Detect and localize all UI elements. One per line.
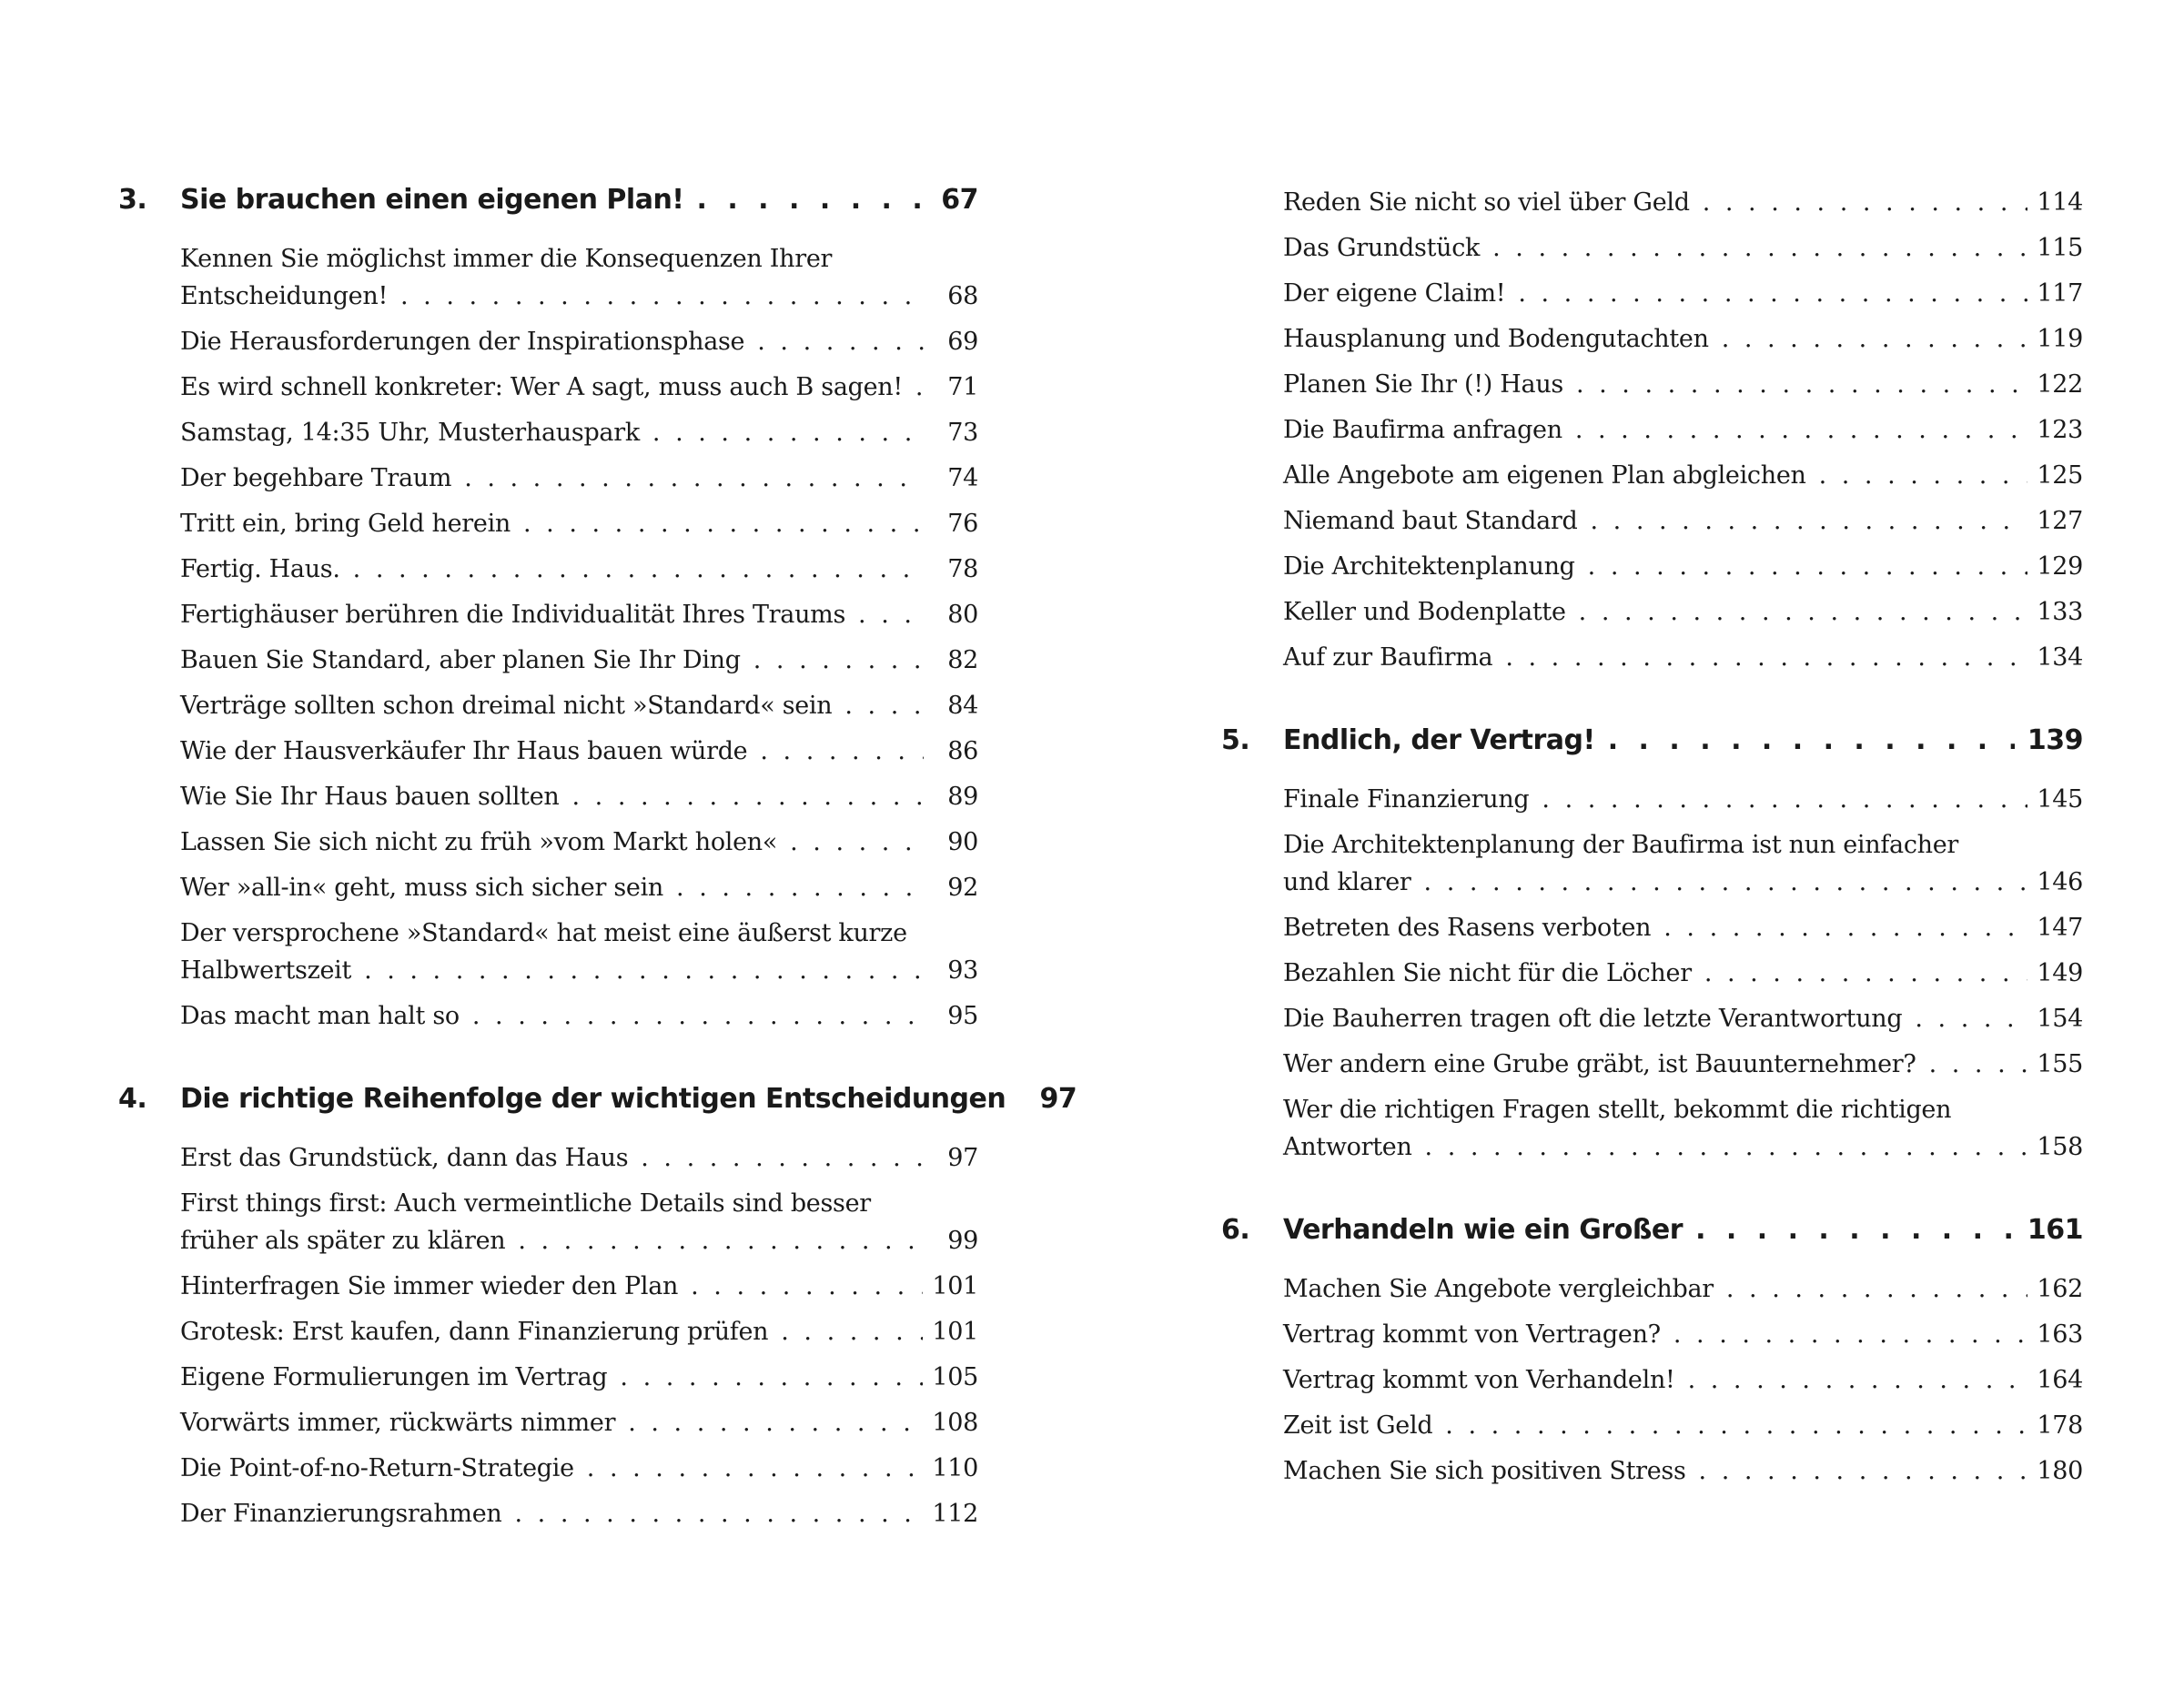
- toc-entry-page-number: 71: [947, 373, 978, 401]
- toc-entry: [180, 1185, 978, 1259]
- toc-entry-list: [1283, 781, 2083, 1166]
- toc-entry-row: [1283, 457, 2083, 494]
- toc-entry-page-number: 101: [932, 1318, 978, 1346]
- toc-entry-row: [1283, 1316, 2083, 1353]
- chapter-heading: [118, 184, 978, 238]
- dot-leader: [1505, 639, 2027, 676]
- dot-leader: [400, 278, 924, 315]
- toc-entry-page-number: 68: [947, 282, 978, 310]
- toc-entry-row: [1283, 1361, 2083, 1399]
- toc-entry-title: Die Herausforderungen der Inspirationsphase: [180, 328, 745, 356]
- toc-entry-row: [180, 1313, 978, 1350]
- toc-entry-page-number: 90: [947, 828, 978, 856]
- dot-leader: [1704, 955, 2028, 992]
- chapter-page-number: 139: [2027, 724, 2083, 756]
- toc-entry-page-number: 73: [947, 419, 978, 447]
- toc-entry-title: Lassen Sie sich nicht zu früh »vom Markt holen«: [180, 828, 778, 856]
- dot-leader: [1579, 593, 2028, 631]
- toc-entry-title-line: Kennen Sie möglichst immer die Konsequenzen Ihrer: [180, 245, 833, 273]
- toc-entry: [1283, 781, 2083, 818]
- chapter-page-number: 97: [1039, 1083, 1077, 1115]
- dot-leader: [464, 460, 924, 497]
- dot-leader: [1688, 1361, 2028, 1399]
- toc-entry-list: [1283, 184, 2083, 676]
- dot-leader: [1575, 411, 2028, 449]
- toc-entry-row: [1283, 411, 2083, 449]
- toc-entry-row: [1283, 909, 2083, 946]
- toc-entry-row: [180, 460, 978, 497]
- toc-entry-title: Der Finanzierungsrahmen: [180, 1500, 502, 1528]
- dot-leader: [572, 778, 924, 815]
- toc-entry-row: [1283, 1046, 2083, 1083]
- toc-entry-title: Halbwertszeit: [180, 956, 352, 985]
- toc-entry-page-number: 117: [2037, 279, 2083, 308]
- chapter-heading: [1221, 724, 2083, 779]
- toc-entry-title: Vorwärts immer, rückwärts nimmer: [180, 1409, 616, 1437]
- dot-leader: [1608, 724, 2015, 756]
- toc-entry: [180, 1139, 978, 1177]
- toc-entry-title-line: Die Architektenplanung der Baufirma ist nun einfacher: [1283, 831, 1959, 859]
- toc-entry-page-number: 127: [2037, 507, 2083, 535]
- toc-entry-row: [180, 997, 978, 1035]
- toc-entry-list: [180, 1139, 978, 1532]
- toc-entry-page-number: 93: [947, 956, 978, 985]
- toc-entry-row: [180, 1495, 978, 1532]
- dot-leader: [1663, 909, 2027, 946]
- chapter-page-number: 161: [2027, 1214, 2083, 1246]
- toc-entry-page-number: 158: [2037, 1133, 2083, 1161]
- toc-entry: [180, 1313, 978, 1350]
- dot-leader: [790, 824, 924, 861]
- toc-entry-row: [1283, 320, 2083, 358]
- dot-leader: [641, 1139, 924, 1177]
- dot-leader: [620, 1359, 923, 1396]
- toc-entry-row: [180, 952, 978, 989]
- dot-leader: [760, 733, 924, 770]
- toc-entry-row: [180, 733, 978, 770]
- dot-leader: [1673, 1316, 2028, 1353]
- toc-entry-page-number: 125: [2037, 461, 2083, 490]
- toc-entry-page-number: 133: [2037, 598, 2083, 626]
- toc-entry-row: [180, 1450, 978, 1487]
- toc-entry-row: [1283, 639, 2083, 676]
- toc-entry: [180, 240, 978, 315]
- toc-entry: [1283, 1407, 2083, 1444]
- toc-entry-row: [180, 323, 978, 360]
- toc-entry-title: Wer »all-in« geht, muss sich sicher sein: [180, 874, 664, 902]
- toc-entry-page-number: 105: [932, 1363, 978, 1391]
- toc-entry-title: Die Bauherren tragen oft die letzte Verantwortung: [1283, 1005, 1903, 1033]
- toc-entry-page-number: 99: [947, 1227, 978, 1255]
- dot-leader: [587, 1450, 924, 1487]
- chapter-heading: [118, 1083, 1077, 1138]
- dot-leader: [1722, 320, 2028, 358]
- toc-entry-page-number: 89: [947, 783, 978, 811]
- section-spacer: [1221, 1174, 2083, 1214]
- toc-entry: [180, 1495, 978, 1532]
- toc-entry: [1283, 275, 2083, 312]
- dot-leader: [676, 869, 924, 906]
- toc-entry-title: und klarer: [1283, 868, 1411, 896]
- toc-entry-page-number: 84: [947, 692, 978, 720]
- toc-entry-title: Eigene Formulierungen im Vertrag: [180, 1363, 608, 1391]
- toc-entry-page-number: 86: [947, 737, 978, 765]
- toc-entry-page-number: 134: [2037, 643, 2083, 672]
- toc-entry-row: [180, 1222, 978, 1259]
- toc-entry-title: Auf zur Baufirma: [1283, 643, 1493, 672]
- toc-entry-page-number: 82: [947, 646, 978, 674]
- toc-entry-page-number: 110: [932, 1454, 978, 1482]
- toc-entry-page-number: 180: [2037, 1457, 2083, 1485]
- toc-entry-row: [1283, 229, 2083, 267]
- toc-entry-page-number: 92: [947, 874, 978, 902]
- chapter-title: Sie brauchen einen eigenen Plan!: [180, 184, 684, 216]
- toc-entry: [180, 642, 978, 679]
- toc-entry-title: früher als später zu klären: [180, 1227, 506, 1255]
- dot-leader: [1542, 781, 2027, 818]
- toc-entry-row: [180, 505, 978, 542]
- toc-entry-title: Fertig. Haus.: [180, 555, 340, 583]
- toc-entry-row: [180, 278, 978, 315]
- toc-entry: [1283, 1361, 2083, 1399]
- toc-entry-row: [180, 369, 978, 406]
- toc-entry-title: Wer andern eine Grube gräbt, ist Bauunternehmer?: [1283, 1050, 1916, 1078]
- toc-entry-page-number: 149: [2037, 959, 2083, 987]
- toc-entry: [180, 687, 978, 724]
- toc-entry: [180, 596, 978, 633]
- toc-entry-page-number: 155: [2037, 1050, 2083, 1078]
- toc-entry-row: [180, 1404, 978, 1441]
- toc-entry-row: [1283, 1270, 2083, 1308]
- dot-leader: [523, 505, 924, 542]
- toc-entry: [1283, 502, 2083, 540]
- toc-entry: [1283, 229, 2083, 267]
- toc-entry-row: [180, 687, 978, 724]
- dot-leader: [1424, 864, 2028, 901]
- toc-entry-row: [1283, 184, 2083, 221]
- toc-entry-title: Hausplanung und Bodengutachten: [1283, 325, 1709, 353]
- toc-entry-page-number: 69: [947, 328, 978, 356]
- toc-entry-title: Hinterfragen Sie immer wieder den Plan: [180, 1272, 679, 1300]
- toc-entry: [180, 323, 978, 360]
- toc-entry-page-number: 119: [2037, 325, 2083, 353]
- toc-entry-page-number: 145: [2037, 785, 2083, 814]
- dot-leader: [518, 1222, 924, 1259]
- dot-leader: [353, 551, 924, 588]
- toc-entry-title: Das macht man halt so: [180, 1002, 460, 1030]
- toc-entry: [1283, 1000, 2083, 1037]
- chapter-page-number: 67: [941, 184, 978, 216]
- toc-entry: [1283, 826, 2083, 901]
- toc-entry: [180, 414, 978, 451]
- toc-entry-row: [180, 642, 978, 679]
- toc-entry-row: [1283, 864, 2083, 901]
- toc-entry-row: [180, 1139, 978, 1177]
- dot-leader: [1915, 1000, 2027, 1037]
- toc-entry-title: Das Grundstück: [1283, 234, 1481, 262]
- toc-entry-page-number: 80: [947, 601, 978, 629]
- toc-entry-page-number: 74: [947, 464, 978, 492]
- toc-entry-page-number: 76: [947, 510, 978, 538]
- toc-entry-row: [180, 414, 978, 451]
- toc-entry-page-number: 95: [947, 1002, 978, 1030]
- dot-leader: [697, 184, 921, 216]
- toc-entry: [180, 733, 978, 770]
- toc-entry: [1283, 1046, 2083, 1083]
- toc-entry-title: Betreten des Rasens verboten: [1283, 914, 1652, 942]
- toc-entry: [180, 1404, 978, 1441]
- toc-entry-page-number: 114: [2037, 188, 2083, 217]
- toc-entry-row: [180, 551, 978, 588]
- toc-entry-page-number: 108: [932, 1409, 978, 1437]
- toc-entry: [1283, 1316, 2083, 1353]
- toc-entry: [180, 1450, 978, 1487]
- toc-entry-page-number: 146: [2037, 868, 2083, 896]
- dot-leader: [915, 369, 924, 406]
- dot-leader: [472, 997, 924, 1035]
- chapter-title: Verhandeln wie ein Großer: [1283, 1214, 1684, 1246]
- toc-entry: [180, 369, 978, 406]
- toc-entry-row: [180, 1359, 978, 1396]
- toc-entry: [1283, 411, 2083, 449]
- toc-entry-page-number: 164: [2037, 1366, 2083, 1394]
- dot-leader: [1699, 1452, 2028, 1490]
- toc-entry-row: [180, 596, 978, 633]
- dot-leader: [757, 323, 924, 360]
- toc-entry: [180, 915, 978, 989]
- toc-entry-page-number: 78: [947, 555, 978, 583]
- toc-entry-title: Erst das Grundstück, dann das Haus: [180, 1144, 629, 1172]
- dot-leader: [844, 687, 924, 724]
- toc-entry-title: Bauen Sie Standard, aber planen Sie Ihr Ding: [180, 646, 741, 674]
- toc-entry-title: Alle Angebote am eigenen Plan abgleichen: [1283, 461, 1806, 490]
- toc-entry-title-line: First things first: Auch vermeintliche Details sind besser: [180, 1189, 871, 1218]
- toc-entry-title: Reden Sie nicht so viel über Geld: [1283, 188, 1690, 217]
- toc-entry: [180, 997, 978, 1035]
- toc-entry-row: [1283, 1452, 2083, 1490]
- toc-entry: [180, 869, 978, 906]
- toc-entry-row: [1283, 1407, 2083, 1444]
- dot-leader: [691, 1268, 923, 1305]
- toc-entry-page-number: 97: [947, 1144, 978, 1172]
- toc-entry-title: Niemand baut Standard: [1283, 507, 1578, 535]
- dot-leader: [515, 1495, 924, 1532]
- toc-entry-title: Der begehbare Traum: [180, 464, 452, 492]
- toc-entry-title: Planen Sie Ihr (!) Haus: [1283, 370, 1563, 399]
- toc-entry-page-number: 122: [2037, 370, 2083, 399]
- toc-entry-page-number: 129: [2037, 552, 2083, 581]
- dot-leader: [1695, 1214, 2015, 1246]
- toc-entry-title: Bezahlen Sie nicht für die Löcher: [1283, 959, 1692, 987]
- chapter-number: 5.: [1221, 724, 1250, 756]
- toc-entry: [180, 505, 978, 542]
- toc-entry-title: Verträge sollten schon dreimal nicht »Standard« sein: [180, 692, 833, 720]
- chapter-heading: [1221, 1214, 2083, 1269]
- toc-entry-title: Die Baufirma anfragen: [1283, 416, 1562, 444]
- toc-entry-title: Keller und Bodenplatte: [1283, 598, 1566, 626]
- toc-entry-page-number: 163: [2037, 1320, 2083, 1349]
- toc-entry-row: [1283, 955, 2083, 992]
- toc-entry-title: Antworten: [1283, 1133, 1412, 1161]
- dot-leader: [364, 952, 924, 989]
- dot-leader: [753, 642, 924, 679]
- dot-leader: [1445, 1407, 2027, 1444]
- toc-entry-title: Wie Sie Ihr Haus bauen sollten: [180, 783, 560, 811]
- toc-entry-title: Vertrag kommt von Verhandeln!: [1283, 1366, 1675, 1394]
- toc-entry-list: [180, 240, 978, 1035]
- toc-entry: [180, 1359, 978, 1396]
- toc-entry-title: Es wird schnell konkreter: Wer A sagt, muss auch B sagen!: [180, 373, 903, 401]
- toc-entry-title: Samstag, 14:35 Uhr, Musterhauspark: [180, 419, 640, 447]
- toc-entry: [1283, 1091, 2083, 1166]
- toc-entry-title-line: Wer die richtigen Fragen stellt, bekommt die richtigen: [1283, 1096, 1952, 1124]
- toc-entry-page-number: 147: [2037, 914, 2083, 942]
- dot-leader: [1703, 184, 2028, 221]
- toc-entry: [1283, 366, 2083, 403]
- toc-entry: [180, 551, 978, 588]
- toc-entry: [1283, 1452, 2083, 1490]
- chapter-title: Endlich, der Vertrag!: [1283, 724, 1595, 756]
- dot-leader: [1591, 502, 2028, 540]
- toc-entry: [1283, 955, 2083, 992]
- toc-entry-row: [1283, 781, 2083, 818]
- toc-entry-title: Der eigene Claim!: [1283, 279, 1506, 308]
- toc-entry-title: Fertighäuser berühren die Individualität Ihres Traums: [180, 601, 846, 629]
- chapter-number: 3.: [118, 184, 147, 216]
- dot-leader: [1588, 548, 2028, 585]
- toc-entry-title: Tritt ein, bring Geld herein: [180, 510, 511, 538]
- toc-entry-row: [1283, 548, 2083, 585]
- toc-entry-title: Machen Sie sich positiven Stress: [1283, 1457, 1686, 1485]
- toc-entry-page-number: 162: [2037, 1275, 2083, 1303]
- toc-entry-title: Die Architektenplanung: [1283, 552, 1575, 581]
- toc-entry: [180, 460, 978, 497]
- toc-entry-page-number: 112: [932, 1500, 978, 1528]
- toc-entry-row: [1283, 593, 2083, 631]
- toc-entry-title: Grotesk: Erst kaufen, dann Finanzierung prüfen: [180, 1318, 769, 1346]
- toc-entry-list: [1283, 1270, 2083, 1490]
- toc-entry-title: Machen Sie Angebote vergleichbar: [1283, 1275, 1714, 1303]
- dot-leader: [1576, 366, 2027, 403]
- toc-entry-row: [180, 869, 978, 906]
- dot-leader: [628, 1404, 923, 1441]
- dot-leader: [1425, 1128, 2028, 1166]
- toc-entry-title: Vertrag kommt von Vertragen?: [1283, 1320, 1661, 1349]
- dot-leader: [1929, 1046, 2028, 1083]
- toc-entry-title: Zeit ist Geld: [1283, 1411, 1433, 1440]
- toc-entry-row: [1283, 502, 2083, 540]
- toc-entry-page-number: 123: [2037, 416, 2083, 444]
- toc-entry-page-number: 154: [2037, 1005, 2083, 1033]
- toc-entry-row: [180, 1268, 978, 1305]
- toc-entry-title: Wie der Hausverkäufer Ihr Haus bauen würde: [180, 737, 748, 765]
- chapter-title: Die richtige Reihenfolge der wichtigen Entscheidungen: [180, 1083, 1006, 1115]
- toc-entry-page-number: 115: [2037, 234, 2083, 262]
- dot-leader: [1518, 275, 2027, 312]
- toc-entry-title: Finale Finanzierung: [1283, 785, 1530, 814]
- toc-entry-title-line: Der versprochene »Standard« hat meist eine äußerst kurze: [180, 919, 907, 947]
- dot-leader: [1492, 229, 2027, 267]
- toc-entry: [1283, 639, 2083, 676]
- toc-entry-page-number: 101: [932, 1272, 978, 1300]
- toc-entry: [1283, 184, 2083, 221]
- toc-entry-row: [1283, 1128, 2083, 1166]
- dot-leader: [1819, 457, 2028, 494]
- toc-entry: [1283, 1270, 2083, 1308]
- toc-entry-row: [180, 824, 978, 861]
- toc-entry-row: [1283, 366, 2083, 403]
- toc-entry-page-number: 178: [2037, 1411, 2083, 1440]
- chapter-number: 4.: [118, 1083, 147, 1115]
- toc-entry: [180, 1268, 978, 1305]
- toc-entry-row: [1283, 1000, 2083, 1037]
- chapter-number: 6.: [1221, 1214, 1250, 1246]
- section-spacer: [1221, 684, 2083, 724]
- toc-entry-title: Die Point-of-no-Return-Strategie: [180, 1454, 574, 1482]
- dot-leader: [781, 1313, 923, 1350]
- toc-entry: [1283, 548, 2083, 585]
- toc-entry-row: [180, 778, 978, 815]
- toc-entry: [1283, 457, 2083, 494]
- toc-entry: [180, 778, 978, 815]
- toc-entry: [1283, 593, 2083, 631]
- toc-entry: [180, 824, 978, 861]
- section-spacer: [118, 1043, 978, 1083]
- dot-leader: [858, 596, 924, 633]
- dot-leader: [652, 414, 924, 451]
- toc-entry-title: Entscheidungen!: [180, 282, 388, 310]
- toc-entry: [1283, 320, 2083, 358]
- toc-entry: [1283, 909, 2083, 946]
- toc-right-column: [1221, 184, 2083, 1498]
- toc-entry-row: [1283, 275, 2083, 312]
- dot-leader: [1726, 1270, 2027, 1308]
- toc-left-column: [118, 184, 1077, 1541]
